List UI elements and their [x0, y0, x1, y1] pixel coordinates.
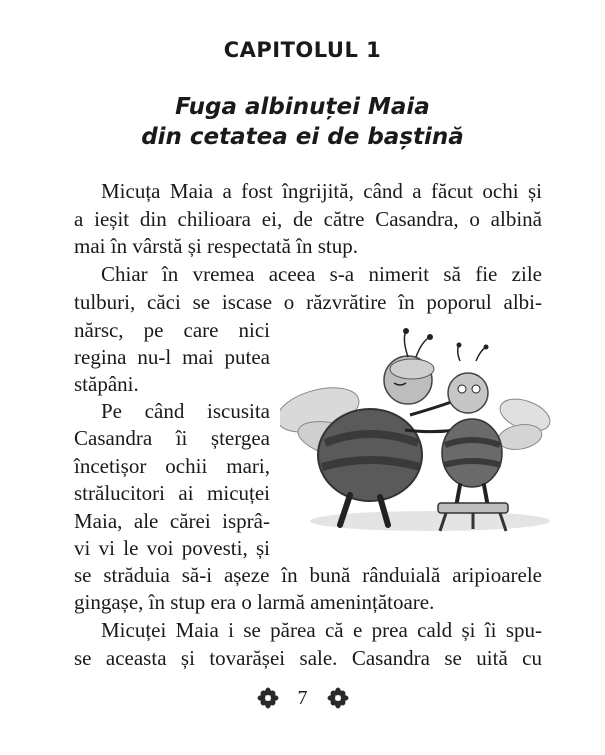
- text-line: se aceasta și tovarășei sale. Casandra se uită cu: [74, 646, 542, 670]
- text-line: tulburi, căci se iscase o răzvrătire în poporul albi-: [74, 290, 542, 314]
- flower-icon: [257, 687, 279, 709]
- bees-illustration-icon: [280, 325, 552, 541]
- text-line: vi vi le voi povesti, și: [74, 536, 270, 560]
- text-line: Micuța Maia a fost îngrijită, când a făcut ochi și: [101, 179, 542, 203]
- page-number: 7: [297, 686, 308, 709]
- page-footer: [0, 686, 605, 710]
- text-line: Chiar în vremea aceea s-a nimerit să fie zile: [101, 262, 542, 286]
- chapter-title-line-2: din cetatea ei de baștină: [141, 124, 464, 150]
- text-line: strălucitori ai micuței: [74, 481, 270, 505]
- text-line: se străduia să-i așeze în bună rânduială aripioarele: [74, 563, 542, 587]
- text-line: regina nu-l mai putea: [74, 345, 270, 369]
- text-line: Maia, ale cărei isprâ-: [74, 509, 270, 533]
- chapter-title: [0, 92, 605, 152]
- text-line: încetișor ochii mari,: [74, 454, 270, 478]
- text-line: mai în vârstă și respectată în stup.: [74, 234, 359, 258]
- text-line: Casandra îi ștergea: [74, 426, 270, 450]
- text-line: gingașe, în stup era o larmă amenințătoare.: [74, 590, 435, 614]
- text-line: Pe când iscusita: [101, 399, 270, 423]
- text-line: a ieșit din chilioara ei, de către Casandra, o albină: [74, 207, 542, 231]
- text-line: stăpâni.: [74, 372, 139, 396]
- text-line: nărsc, pe care nici: [74, 318, 270, 342]
- text-line: Micuței Maia i se părea că e prea cald și îi spu-: [101, 618, 542, 642]
- chapter-label: CAPITOLUL 1: [223, 38, 382, 62]
- flower-icon: [327, 687, 349, 709]
- chapter-title-line-1: Fuga albinuței Maia: [175, 94, 430, 120]
